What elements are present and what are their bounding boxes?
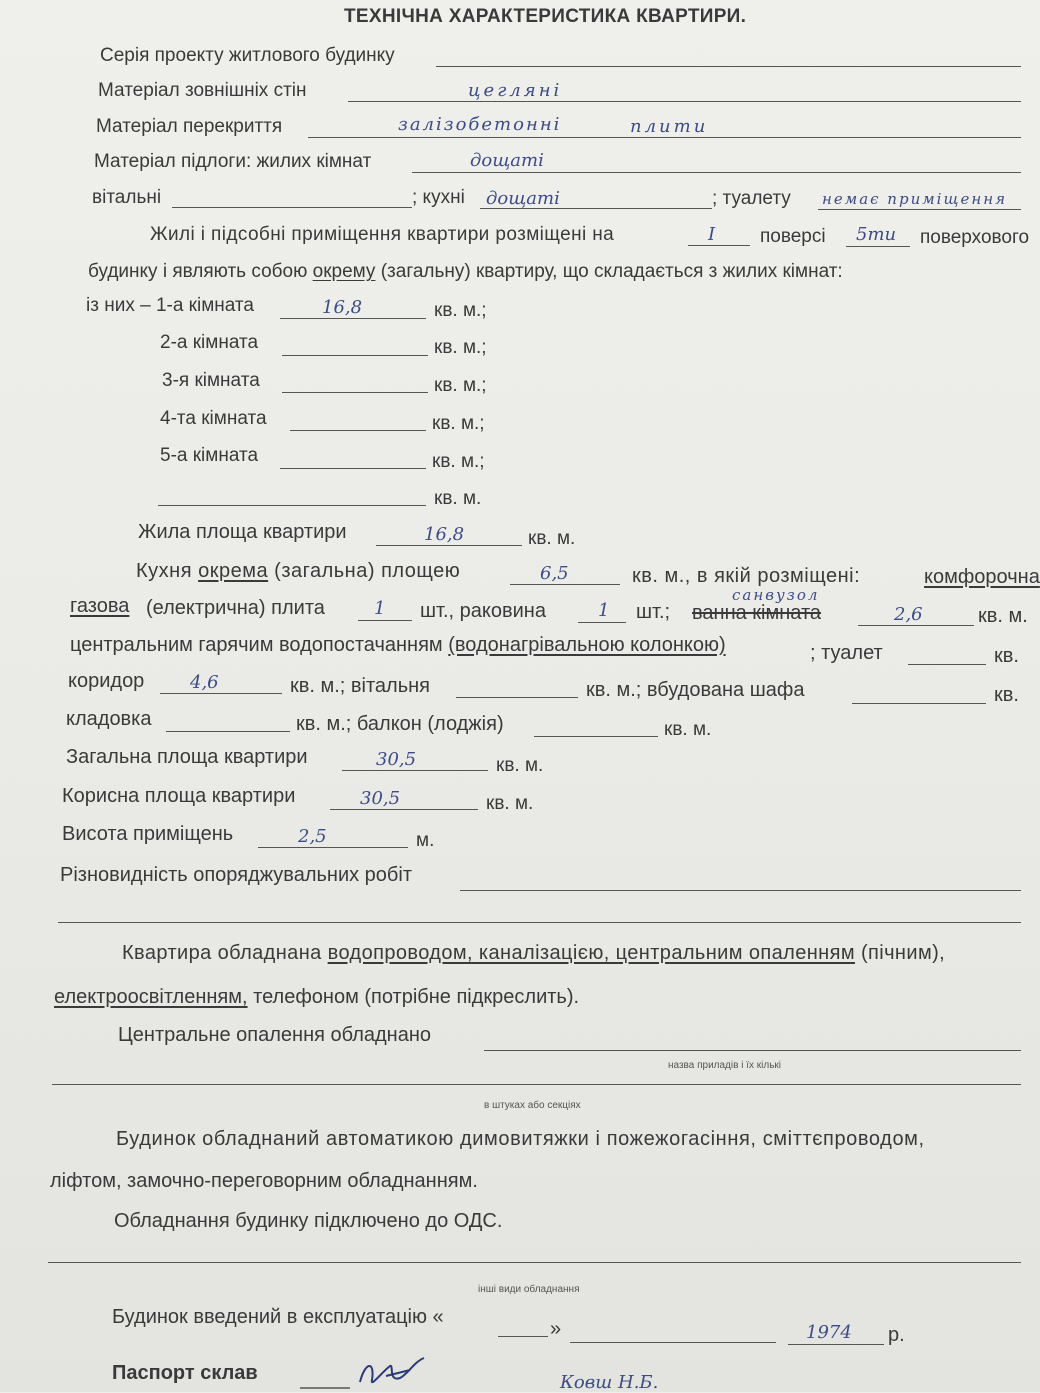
gas-word: газова — [70, 595, 130, 617]
kitchen-area-line — [510, 584, 620, 585]
commission-pre: Будинок введений в експлуатацію « — [112, 1306, 444, 1328]
toilet-label: ; туалету — [712, 188, 791, 209]
finishing-line-2 — [58, 922, 1021, 923]
toilet2-unit: кв. — [994, 645, 1019, 667]
building-text — [88, 261, 843, 283]
toilet2-label: ; туалет — [810, 642, 883, 664]
heating-line-2 — [52, 1084, 1021, 1085]
height-value: 2,5 — [298, 826, 327, 847]
walls-label: Матеріал зовнішніх стін — [98, 80, 307, 101]
room5-unit: кв. м.; — [432, 451, 485, 472]
building-pre: будинку і являють собою — [88, 261, 308, 282]
building-post: (загальну) квартиру, що складається з жилих кімнат: — [380, 261, 843, 282]
height-label: Висота приміщень — [62, 823, 234, 845]
storeys-line — [846, 246, 910, 247]
stove-value: 1 — [374, 598, 386, 619]
living-value: 16,8 — [424, 524, 465, 545]
heating-label: Центральне опалення обладнано — [118, 1024, 432, 1046]
bath-line — [858, 625, 974, 626]
total-label: Загальна площа квартири — [66, 746, 308, 768]
hot-water-col: (водонагрівальною колонкою) — [448, 634, 726, 656]
room2-line — [282, 355, 428, 356]
finishing-label: Різновидність опоряджувальних робіт — [60, 864, 412, 886]
hall-line — [172, 207, 412, 208]
pantry-line — [166, 731, 290, 732]
kitchen-area-label: Кухня — [136, 560, 193, 582]
floor-label: Матеріал підлоги: жилих кімнат — [94, 151, 372, 172]
room6-line — [158, 505, 426, 506]
room1-line — [280, 318, 426, 319]
room3-unit: кв. м.; — [434, 375, 487, 396]
automation-line-1: Будинок обладнаний автоматикою димовитяжки і пожежогасіння, сміттєпроводом, — [116, 1128, 925, 1150]
signer-name: Ковш Н.Б. — [560, 1372, 659, 1393]
heating-caption: назва приладів і їх кількі — [668, 1060, 781, 1071]
room4-line — [290, 430, 426, 431]
pcs-text: шт.; — [636, 601, 671, 623]
series-line — [436, 66, 1021, 67]
useful-unit: кв. м. — [486, 793, 534, 814]
hot-water-text — [70, 634, 726, 657]
placed-text: Жилі і підсобні приміщення квартири розміщені на — [150, 224, 615, 245]
equipped-text — [122, 942, 945, 965]
ods-text: Обладнання будинку підключено до ОДС. — [114, 1210, 503, 1232]
electric-post: телефоном (потрібне підкреслить). — [253, 986, 580, 1008]
finishing-line — [460, 890, 1021, 891]
corridor-line — [160, 693, 282, 694]
room5-label: 5-а кімната — [160, 445, 259, 466]
hall-label: вітальні — [92, 187, 162, 208]
bath-strike: ванна кімната — [692, 602, 822, 624]
room3-line — [282, 392, 428, 393]
toilet-line — [818, 209, 1021, 210]
height-line — [258, 847, 408, 848]
bath-value: 2,6 — [894, 604, 923, 625]
stove-word: комфорочна — [924, 566, 1040, 588]
floor-num-value: I — [708, 224, 716, 245]
floor-num-line — [688, 245, 750, 246]
year-line — [788, 1344, 884, 1345]
living-label: Жила площа квартири — [138, 521, 347, 543]
wardrobe-line — [852, 703, 986, 704]
automation-line-2: ліфтом, замочно-переговорним обладнанням. — [50, 1170, 478, 1192]
bath-unit: кв. м. — [978, 605, 1028, 627]
bath-hand: санвузол — [732, 586, 820, 604]
room4-label: 4-та кімната — [160, 408, 267, 429]
kitchen-label: ; кухні — [412, 187, 465, 208]
room2-unit: кв. м.; — [434, 337, 487, 358]
wardrobe-mid: кв. м.; вбудована шафа — [586, 679, 805, 701]
ceiling-value: залізобетонні — [398, 114, 562, 135]
storeys-word: поверхового — [920, 227, 1030, 248]
height-unit: м. — [416, 830, 435, 851]
passport-label: Паспорт склав — [112, 1362, 258, 1384]
electric-lighting: електроосвітленням, — [54, 986, 248, 1008]
month-line — [570, 1342, 776, 1343]
kitchen-separate: окрема — [198, 560, 269, 582]
commission-mid: » — [550, 1318, 562, 1340]
pantry-label: кладовка — [66, 708, 152, 730]
corridor-mid: кв. м.; вітальня — [290, 675, 430, 697]
ceiling-line — [308, 137, 1021, 138]
room2-label: 2-а кімната — [160, 332, 259, 353]
storeys-value: 5ти — [856, 224, 897, 245]
other-line — [48, 1262, 1021, 1263]
hot-water-pre: центральним гарячим водопостачанням — [70, 634, 443, 656]
balcony-line — [534, 736, 658, 737]
building-separate: окрему — [312, 261, 376, 282]
room4-unit: кв. м.; — [432, 413, 485, 434]
equipped-pre: Квартира обладнана — [122, 942, 322, 964]
room1-value: 16,8 — [322, 297, 363, 318]
wardrobe-unit: кв. — [994, 684, 1019, 706]
kitchen-area-desc: (загальна) площею — [274, 560, 461, 582]
electric-text — [54, 986, 579, 1009]
toilet-value: немає приміщення — [822, 190, 1008, 208]
ceiling-label: Матеріал перекриття — [96, 116, 283, 137]
room5-line — [280, 468, 426, 469]
useful-label: Корисна площа квартири — [62, 785, 296, 807]
living-unit: кв. м. — [528, 528, 576, 549]
useful-line — [330, 809, 478, 810]
day-line — [498, 1336, 548, 1337]
heating-line — [484, 1050, 1021, 1051]
floor-line — [412, 172, 1021, 173]
total-line — [342, 770, 488, 771]
room1-unit: кв. м.; — [434, 300, 487, 321]
signature — [290, 1352, 450, 1392]
total-unit: кв. м. — [496, 755, 544, 776]
stove-text: (електрична) плита — [146, 597, 325, 619]
room3-label: 3-я кімната — [162, 370, 260, 391]
heating-caption-2: в штуках або секціях — [484, 1100, 581, 1111]
kitchen-area-text — [136, 560, 460, 583]
kitchen-area-post: кв. м., в якій розміщені: — [632, 565, 861, 587]
page-title: ТЕХНІЧНА ХАРАКТЕРИСТИКА КВАРТИРИ. — [344, 6, 747, 27]
year-unit: р. — [888, 1324, 905, 1346]
hall2-line — [456, 697, 578, 698]
floor-word: поверсі — [760, 226, 826, 247]
other-caption: інші види обладнання — [478, 1284, 580, 1295]
equipped-utilities: водопроводом, каналізацією, центральним опаленням — [327, 942, 855, 964]
total-value: 30,5 — [376, 749, 417, 770]
equipped-post: (пічним), — [860, 942, 946, 964]
walls-value: цегляні — [468, 80, 563, 101]
walls-line — [348, 101, 1021, 102]
living-line — [376, 545, 522, 546]
stove-line — [358, 620, 412, 621]
floor-value: дощаті — [470, 150, 544, 171]
year-value: 1974 — [806, 1322, 852, 1343]
corridor-label: коридор — [68, 670, 145, 692]
balcony-mid: кв. м.; балкон (лоджія) — [296, 713, 504, 735]
kitchen-area-value: 6,5 — [540, 563, 569, 584]
kitchen-value: дощаті — [486, 188, 560, 209]
sink-value: 1 — [598, 600, 610, 621]
ceiling-value-2: плити — [630, 116, 709, 137]
toilet2-line — [908, 664, 986, 665]
sink-line — [578, 622, 626, 623]
room1-label: із них – 1-а кімната — [86, 295, 254, 316]
useful-value: 30,5 — [360, 788, 401, 809]
balcony-unit: кв. м. — [664, 719, 712, 740]
corridor-value: 4,6 — [190, 672, 219, 693]
room6-unit: кв. м. — [434, 488, 482, 509]
series-label: Серія проекту житлового будинку — [100, 45, 395, 66]
sink-text: шт., раковина — [420, 600, 546, 622]
